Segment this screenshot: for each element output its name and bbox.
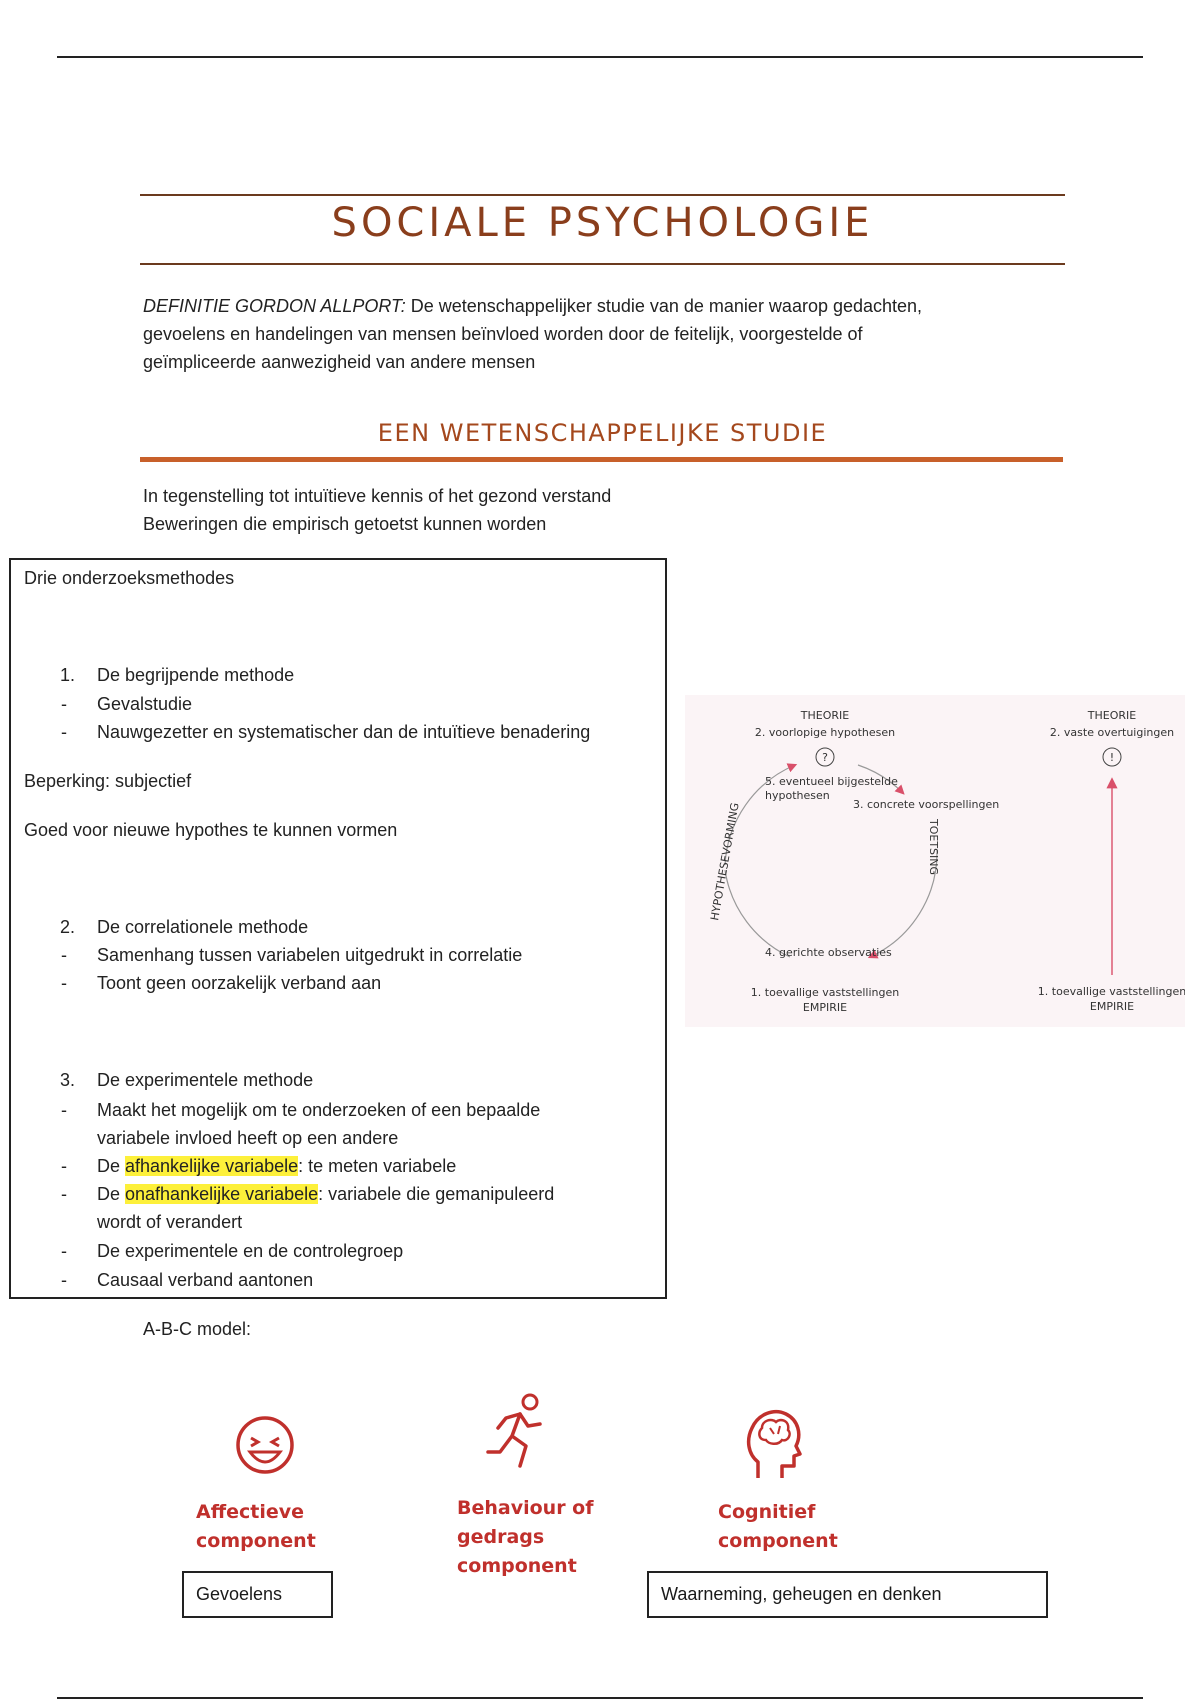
method-1-number: 1.: [60, 665, 76, 685]
behaviour-label-line-3: component: [457, 1555, 577, 1577]
step-5-label-b: hypothesen: [765, 789, 830, 802]
left-theory-label: THEORIE: [800, 709, 850, 722]
left-hypotheses-label: 2. voorlopige hypothesen: [754, 726, 896, 739]
bullet-dash: -: [61, 973, 67, 993]
highlight-independent-variable: onafhankelijke variabele: [125, 1184, 319, 1204]
cognitive-box: Waarneming, geheugen en denken: [647, 1571, 1048, 1618]
bullet-dash: -: [61, 1241, 67, 1261]
method-2-title: De correlationele methode: [97, 917, 309, 937]
method-3-bullet-3: [97, 1184, 554, 1205]
affective-label-line-2: component: [196, 1530, 316, 1552]
brain-head-icon: [744, 1406, 804, 1484]
definition-line-3: geïmpliceerde aanwezigheid van andere mensen: [143, 352, 536, 372]
method-3-bullet-1b: variabele invloed heeft op een andere: [97, 1128, 399, 1148]
cycle-arc-right: [870, 850, 937, 957]
definition-label: DEFINITIE GORDON ALLPORT:: [143, 296, 406, 316]
method-3-title: De experimentele methode: [97, 1070, 314, 1090]
cognitive-label-line-1: Cognitief: [718, 1501, 816, 1523]
method-2-bullet-2: Toont geen oorzakelijk verband aan: [97, 973, 382, 993]
right-step-1-label: 1. toevallige vaststellingen: [1037, 985, 1185, 998]
definition-line-2: gevoelens en handelingen van mensen beïnvloed worden door de feitelijk, voorgestelde of: [143, 324, 863, 344]
laughing-face-icon: [234, 1410, 296, 1482]
bullet-dash: -: [61, 722, 67, 742]
top-rule: [57, 56, 1143, 58]
cognitive-label-line-2: component: [718, 1530, 838, 1552]
behaviour-label-line-1: Behaviour of: [457, 1497, 594, 1519]
definition-line-1: De wetenschappelijker studie van de manier waarop gedachten,: [410, 296, 923, 316]
intro-line-2: Beweringen die empirisch getoetst kunnen worden: [143, 514, 547, 534]
cognitive-label: [718, 1498, 838, 1556]
affective-box: Gevoelens: [182, 1571, 333, 1618]
bullet-dash: -: [61, 1156, 67, 1176]
method-1-title: De begrijpende methode: [97, 665, 295, 685]
affective-label: [196, 1498, 316, 1556]
section-title: EEN WETENSCHAPPELIJKE STUDIE: [377, 419, 828, 447]
bottom-rule: [57, 1697, 1143, 1699]
bullet-3-prefix: De: [97, 1184, 126, 1204]
highlight-dependent-variable: afhankelijke variabele: [125, 1156, 299, 1176]
bullet-3-suffix: : variabele die gemanipuleerd: [318, 1184, 555, 1204]
affective-label-line-1: Affectieve: [196, 1501, 304, 1523]
behaviour-label: [457, 1494, 594, 1581]
method-3-bullet-1a: Maakt het mogelijk om te onderzoeken of een bepaalde: [97, 1100, 541, 1120]
method-1-note-1: Beperking: subjectief: [24, 771, 192, 791]
method-3-bullet-2: [97, 1156, 456, 1177]
methods-heading: Drie onderzoeksmethodes: [24, 568, 235, 588]
title-bottom-line: [140, 263, 1065, 265]
toetsing-label: TOETSING: [927, 819, 940, 876]
method-2-number: 2.: [60, 917, 76, 937]
intro: [143, 482, 611, 538]
research-cycle-svg: [685, 695, 1185, 1027]
abc-heading: A-B-C model:: [143, 1319, 252, 1339]
empirie-label: EMPIRIE: [802, 1001, 848, 1014]
bullet-dash: -: [61, 694, 67, 714]
bullet-dash: -: [61, 1184, 67, 1204]
step-3-label: 3. concrete voorspellingen: [853, 798, 1000, 811]
method-2-bullet-1: Samenhang tussen variabelen uitgedrukt in correlatie: [97, 945, 523, 965]
right-convictions-label: 2. vaste overtuigingen: [1049, 726, 1175, 739]
bullet-2-prefix: De: [97, 1156, 126, 1176]
method-3-bullet-4: De experimentele en de controlegroep: [97, 1241, 404, 1261]
question-mark: ?: [822, 751, 828, 764]
research-cycle-diagram: [685, 695, 1185, 1027]
method-1-bullet-2: Nauwgezetter en systematischer dan de intuïtieve benadering: [97, 722, 591, 742]
definition: [143, 292, 1063, 376]
step-4-label: 4. gerichte observaties: [765, 946, 892, 959]
method-3-number: 3.: [60, 1070, 76, 1090]
hypothesevorming-label: HYPOTHESEVORMING: [708, 801, 742, 922]
exclamation-mark: !: [1109, 751, 1115, 764]
method-3-bullet-3b: wordt of verandert: [97, 1212, 243, 1232]
bullet-dash: -: [61, 1270, 67, 1290]
right-theory-label: THEORIE: [1087, 709, 1137, 722]
method-1-bullet-1: Gevalstudie: [97, 694, 193, 714]
running-person-icon: [482, 1392, 548, 1474]
step-5-label-a: 5. eventueel bijgestelde: [765, 775, 898, 788]
method-3-bullet-5: Causaal verband aantonen: [97, 1270, 314, 1290]
right-empirie-label: EMPIRIE: [1089, 1000, 1135, 1013]
section-underline: [140, 457, 1063, 462]
intro-line-1: In tegenstelling tot intuïtieve kennis of het gezond verstand: [143, 486, 612, 506]
bullet-2-suffix: : te meten variabele: [298, 1156, 457, 1176]
bullet-dash: -: [61, 1100, 67, 1120]
method-1-note-2: Goed voor nieuwe hypothes te kunnen vormen: [24, 820, 398, 840]
step-1-label: 1. toevallige vaststellingen: [750, 986, 900, 999]
cycle-arc-bottom-left: [725, 870, 790, 957]
page-title: SOCIALE PSYCHOLOGIE: [331, 200, 874, 246]
behaviour-label-line-2: gedrags: [457, 1526, 545, 1548]
title-top-line: [140, 194, 1065, 196]
bullet-dash: -: [61, 945, 67, 965]
